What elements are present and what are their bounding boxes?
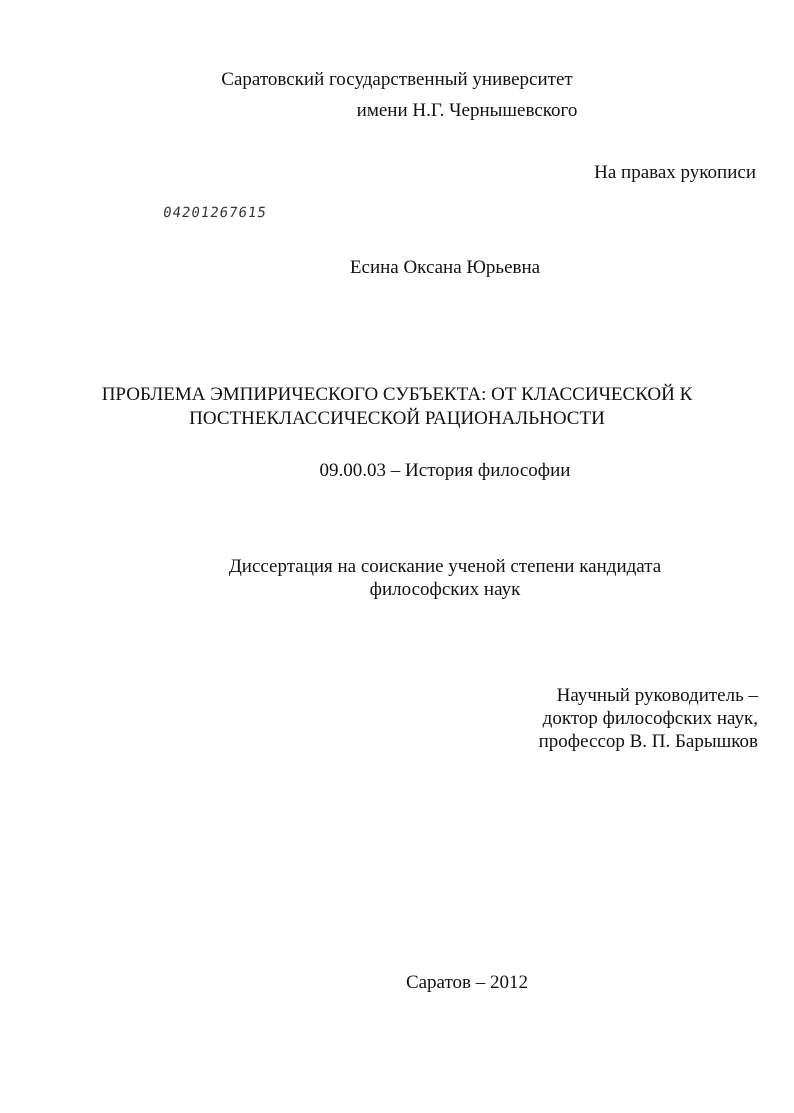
degree-line-2: философских наук xyxy=(369,579,521,600)
dissertation-title-line-2: ПОСТНЕКЛАССИЧЕСКОЙ РАЦИОНАЛЬНОСТИ xyxy=(189,408,605,429)
dissertation-title xyxy=(0,383,794,431)
supervisor-line-3: профессор В. П. Барышков xyxy=(538,731,758,752)
university-named-after: имени Н.Г. Чернышевского xyxy=(356,100,578,121)
supervisor-line-1: Научный руководитель – xyxy=(556,685,758,706)
scientific-supervisor xyxy=(539,684,758,753)
place-and-year: Саратов – 2012 xyxy=(405,972,529,993)
catalog-stamp-number: 04201267615 xyxy=(161,205,268,221)
university-name: Саратовский государственный университет xyxy=(221,69,573,90)
specialty-code: 09.00.03 – История философии xyxy=(319,460,571,481)
dissertation-title-line-1: ПРОБЛЕМА ЭМПИРИЧЕСКОГО СУБЪЕКТА: ОТ КЛАССИЧЕСКОЙ К xyxy=(101,384,693,405)
supervisor-line-2: доктор философских наук, xyxy=(542,708,758,729)
degree-line-1: Диссертация на соискание ученой степени кандидата xyxy=(228,556,662,577)
manuscript-note: На правах рукописи xyxy=(594,162,756,183)
author-name: Есина Оксана Юрьевна xyxy=(349,257,541,278)
